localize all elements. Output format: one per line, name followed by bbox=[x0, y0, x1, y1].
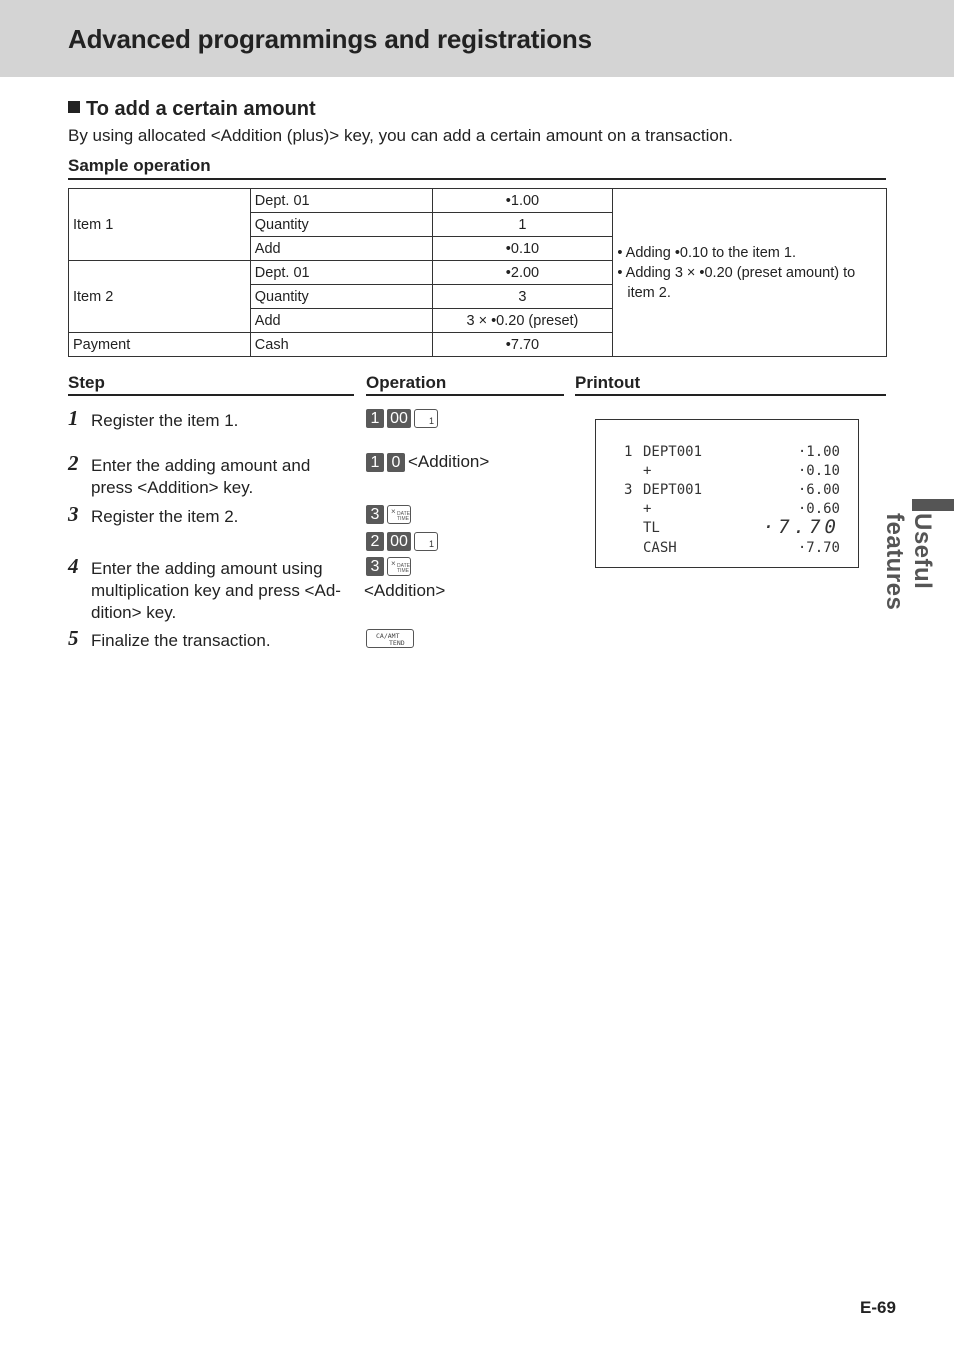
step-3 bbox=[68, 502, 353, 528]
step-number: 4 bbox=[68, 554, 79, 578]
intro-text: By using allocated <Addition (plus)> key, you can add a certain amount on a transaction. bbox=[68, 126, 733, 145]
cash-key bbox=[366, 629, 414, 648]
table-cell-value: 3 × •0.20 (preset) bbox=[432, 309, 613, 333]
receipt-line bbox=[596, 444, 860, 463]
table-cell-label: Dept. 01 bbox=[250, 261, 432, 285]
table-cell-group: Payment bbox=[69, 333, 251, 357]
key-0: 0 bbox=[387, 453, 405, 472]
table-cell-value: 1 bbox=[432, 213, 613, 237]
dept-key-number: 1 bbox=[428, 415, 434, 426]
operation-row-2 bbox=[366, 452, 489, 472]
table-cell-group: Item 1 bbox=[69, 189, 251, 261]
operation-row-5 bbox=[366, 628, 414, 648]
note-line: • Adding •0.10 to the item 1. bbox=[617, 244, 796, 261]
page-title: Advanced programmings and registrations bbox=[68, 24, 592, 54]
step-text: Finalize the transaction. bbox=[91, 631, 271, 650]
table-cell-label: Add bbox=[250, 309, 432, 333]
multiplication-key bbox=[387, 505, 411, 524]
step-text: Register the item 2. bbox=[91, 507, 239, 526]
date-time-label: DATE TIME bbox=[397, 562, 410, 574]
cash-key-label-bottom: TEND bbox=[389, 638, 405, 647]
printout-column-header: Printout bbox=[575, 373, 886, 396]
receipt-desc: TL bbox=[643, 520, 660, 536]
dept-key-1 bbox=[414, 409, 438, 428]
receipt-amount: ·6.00 bbox=[797, 482, 840, 498]
receipt-desc: + bbox=[643, 501, 652, 517]
step-2 bbox=[68, 451, 353, 499]
step-5 bbox=[68, 626, 353, 652]
operation-row-4b bbox=[364, 581, 445, 601]
table-cell-value: •7.70 bbox=[432, 333, 613, 357]
table-cell-label: Cash bbox=[250, 333, 432, 357]
receipt-desc: + bbox=[643, 463, 652, 479]
table-cell-group: Item 2 bbox=[69, 261, 251, 333]
dept-key-number: 1 bbox=[428, 538, 434, 549]
step-number: 3 bbox=[68, 502, 79, 526]
section-title-text: To add a certain amount bbox=[86, 98, 316, 120]
table-cell-value: 3 bbox=[432, 285, 613, 309]
operation-row-4 bbox=[366, 556, 411, 576]
key-1: 1 bbox=[366, 453, 384, 472]
step-text: Register the item 1. bbox=[91, 411, 239, 430]
step-4 bbox=[68, 554, 353, 624]
table-cell-value: •1.00 bbox=[432, 189, 613, 213]
receipt-line bbox=[596, 516, 860, 539]
receipt-line bbox=[596, 540, 860, 559]
receipt-printout bbox=[595, 419, 859, 568]
receipt-amount: ·0.60 bbox=[797, 501, 840, 517]
receipt-qty: 1 bbox=[624, 444, 633, 460]
operation-row-3b bbox=[366, 531, 438, 551]
multiplication-key bbox=[387, 557, 411, 576]
receipt-total-amount: ·7.70 bbox=[762, 516, 840, 538]
receipt-desc: CASH bbox=[643, 540, 677, 556]
receipt-amount: ·1.00 bbox=[797, 444, 840, 460]
note-line: • Adding 3 × •0.20 (preset amount) to item 2. bbox=[617, 264, 856, 301]
key-00: 00 bbox=[387, 532, 411, 551]
table-row bbox=[69, 189, 887, 213]
sample-operation-table bbox=[68, 188, 887, 357]
dept-key-1 bbox=[414, 532, 438, 551]
step-number: 1 bbox=[68, 406, 79, 430]
sample-operation-heading: Sample operation bbox=[68, 156, 886, 180]
key-00: 00 bbox=[387, 409, 411, 428]
table-cell-value: •0.10 bbox=[432, 237, 613, 261]
page-number: E-69 bbox=[860, 1298, 896, 1317]
table-cell-label: Add bbox=[250, 237, 432, 261]
receipt-desc: DEPT001 bbox=[643, 482, 703, 498]
receipt-amount: ·7.70 bbox=[797, 540, 840, 556]
operation-row-3a bbox=[366, 504, 411, 524]
cash-key-label-top: CA/AMT bbox=[376, 631, 400, 640]
key-2: 2 bbox=[366, 532, 384, 551]
step-number: 5 bbox=[68, 626, 79, 650]
key-3: 3 bbox=[366, 557, 384, 576]
operation-column-header: Operation bbox=[366, 373, 564, 396]
side-tab-marker bbox=[912, 499, 954, 511]
square-bullet-icon bbox=[68, 101, 80, 113]
table-cell-value: •2.00 bbox=[432, 261, 613, 285]
receipt-qty: 3 bbox=[624, 482, 633, 498]
addition-key-text: <Addition> bbox=[364, 581, 446, 600]
table-cell-label: Dept. 01 bbox=[250, 189, 432, 213]
key-1: 1 bbox=[366, 409, 384, 428]
multiply-icon: × bbox=[391, 506, 396, 516]
addition-key-text: <Addition> bbox=[408, 452, 490, 471]
step-column-header: Step bbox=[68, 373, 354, 396]
date-time-label: DATE TIME bbox=[397, 510, 410, 522]
receipt-line bbox=[596, 482, 860, 501]
receipt-amount: ·0.10 bbox=[797, 463, 840, 479]
table-cell-label: Quantity bbox=[250, 285, 432, 309]
table-cell-label: Quantity bbox=[250, 213, 432, 237]
multiply-icon: × bbox=[391, 558, 396, 568]
table-cell-notes bbox=[613, 189, 887, 357]
key-3: 3 bbox=[366, 505, 384, 524]
step-1 bbox=[68, 406, 353, 432]
step-number: 2 bbox=[68, 451, 79, 475]
section-title bbox=[68, 98, 316, 121]
step-text: Enter the adding amount using multiplication key and press <Ad-dition> key. bbox=[91, 559, 341, 622]
operation-row-1 bbox=[366, 408, 438, 428]
receipt-desc: DEPT001 bbox=[643, 444, 703, 460]
side-tab-label: Useful features bbox=[881, 513, 936, 611]
step-text: Enter the adding amount and press <Addition> key. bbox=[91, 456, 311, 497]
receipt-line bbox=[596, 463, 860, 482]
